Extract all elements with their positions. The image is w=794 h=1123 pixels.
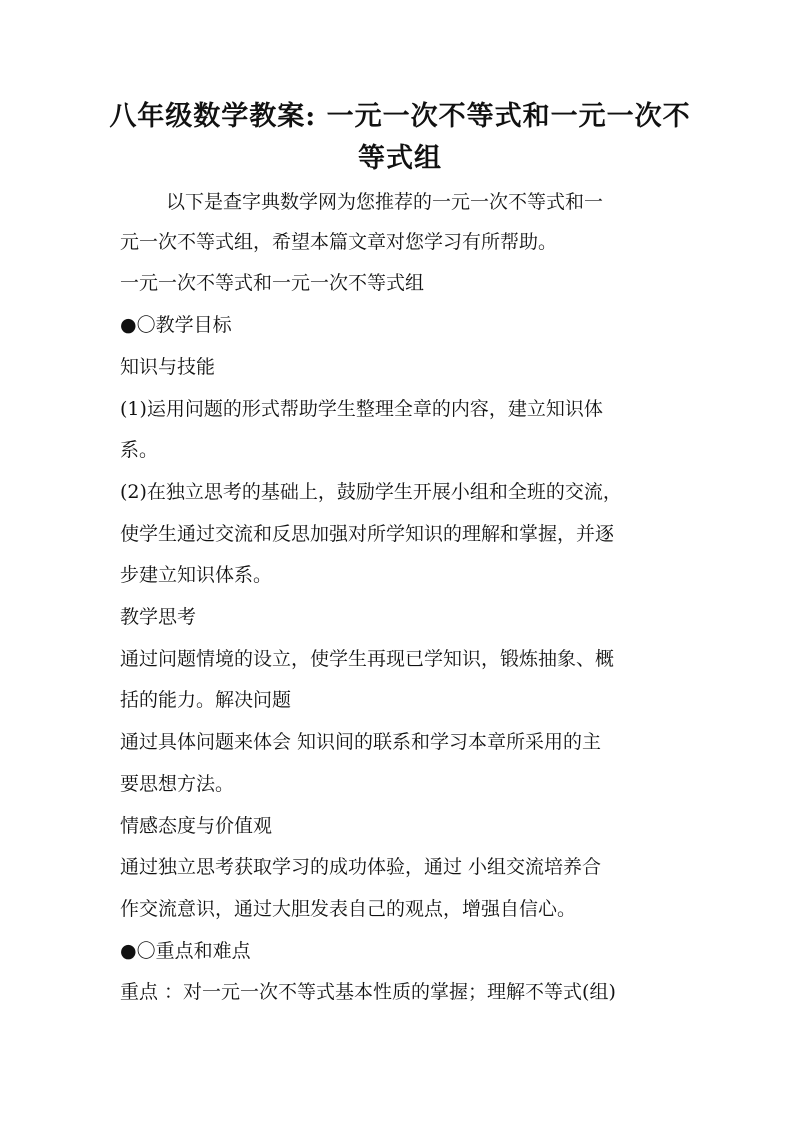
intro-paragraph-line-1: 以下是查字典数学网为您推荐的一元一次不等式和一 (166, 191, 604, 213)
key-points-line-1: 重点 ：对一元一次不等式基本性质的掌握；理解不等式(组) (120, 981, 616, 1003)
attitude-line-2: 作交流意识，通过大胆发表自己的观点，增强自信心。 (120, 898, 577, 920)
document-title-line-1: 八年级数学教案: 一元一次不等式和一元一次不 (109, 101, 691, 132)
problem-solving-line-1: 通过具体问题来体会 知识间的联系和学习本章所采用的主 (120, 731, 602, 753)
goal-1-line-2: 系。 (120, 439, 159, 461)
problem-solving-line-2: 要思想方法。 (120, 773, 235, 795)
teaching-thinking-heading: 教学思考 (120, 606, 197, 628)
section-heading: 一元一次不等式和一元一次不等式组 (120, 272, 425, 294)
attitude-line-1: 通过独立思考获取学习的成功体验，通过 小组交流培养合 (120, 856, 602, 878)
goal-1-line-1: (1)运用问题的形式帮助学生整理全章的内容，建立知识体 (120, 398, 603, 420)
knowledge-skills-heading: 知识与技能 (120, 356, 216, 378)
goal-2-line-2: 使学生通过交流和反思加强对所学知识的理解和掌握，并逐 (120, 523, 615, 545)
document-title-line-2: 等式组 (358, 143, 442, 174)
goal-2-line-3: 步建立知识体系。 (120, 564, 273, 586)
attitude-heading: 情感态度与价值观 (120, 815, 273, 837)
thinking-line-2: 括的能力。解决问题 (120, 689, 292, 711)
goal-2-line-1: (2)在独立思考的基础上，鼓励学生开展小组和全班的交流， (120, 481, 622, 503)
key-points-heading: ●〇重点和难点 (120, 940, 251, 962)
thinking-line-1: 通过问题情境的设立，使学生再现已学知识，锻炼抽象、概 (120, 648, 615, 670)
intro-paragraph-line-2: 元一次不等式组，希望本篇文章对您学习有所帮助。 (120, 231, 558, 253)
teaching-goals-heading: ●〇教学目标 (120, 314, 232, 336)
